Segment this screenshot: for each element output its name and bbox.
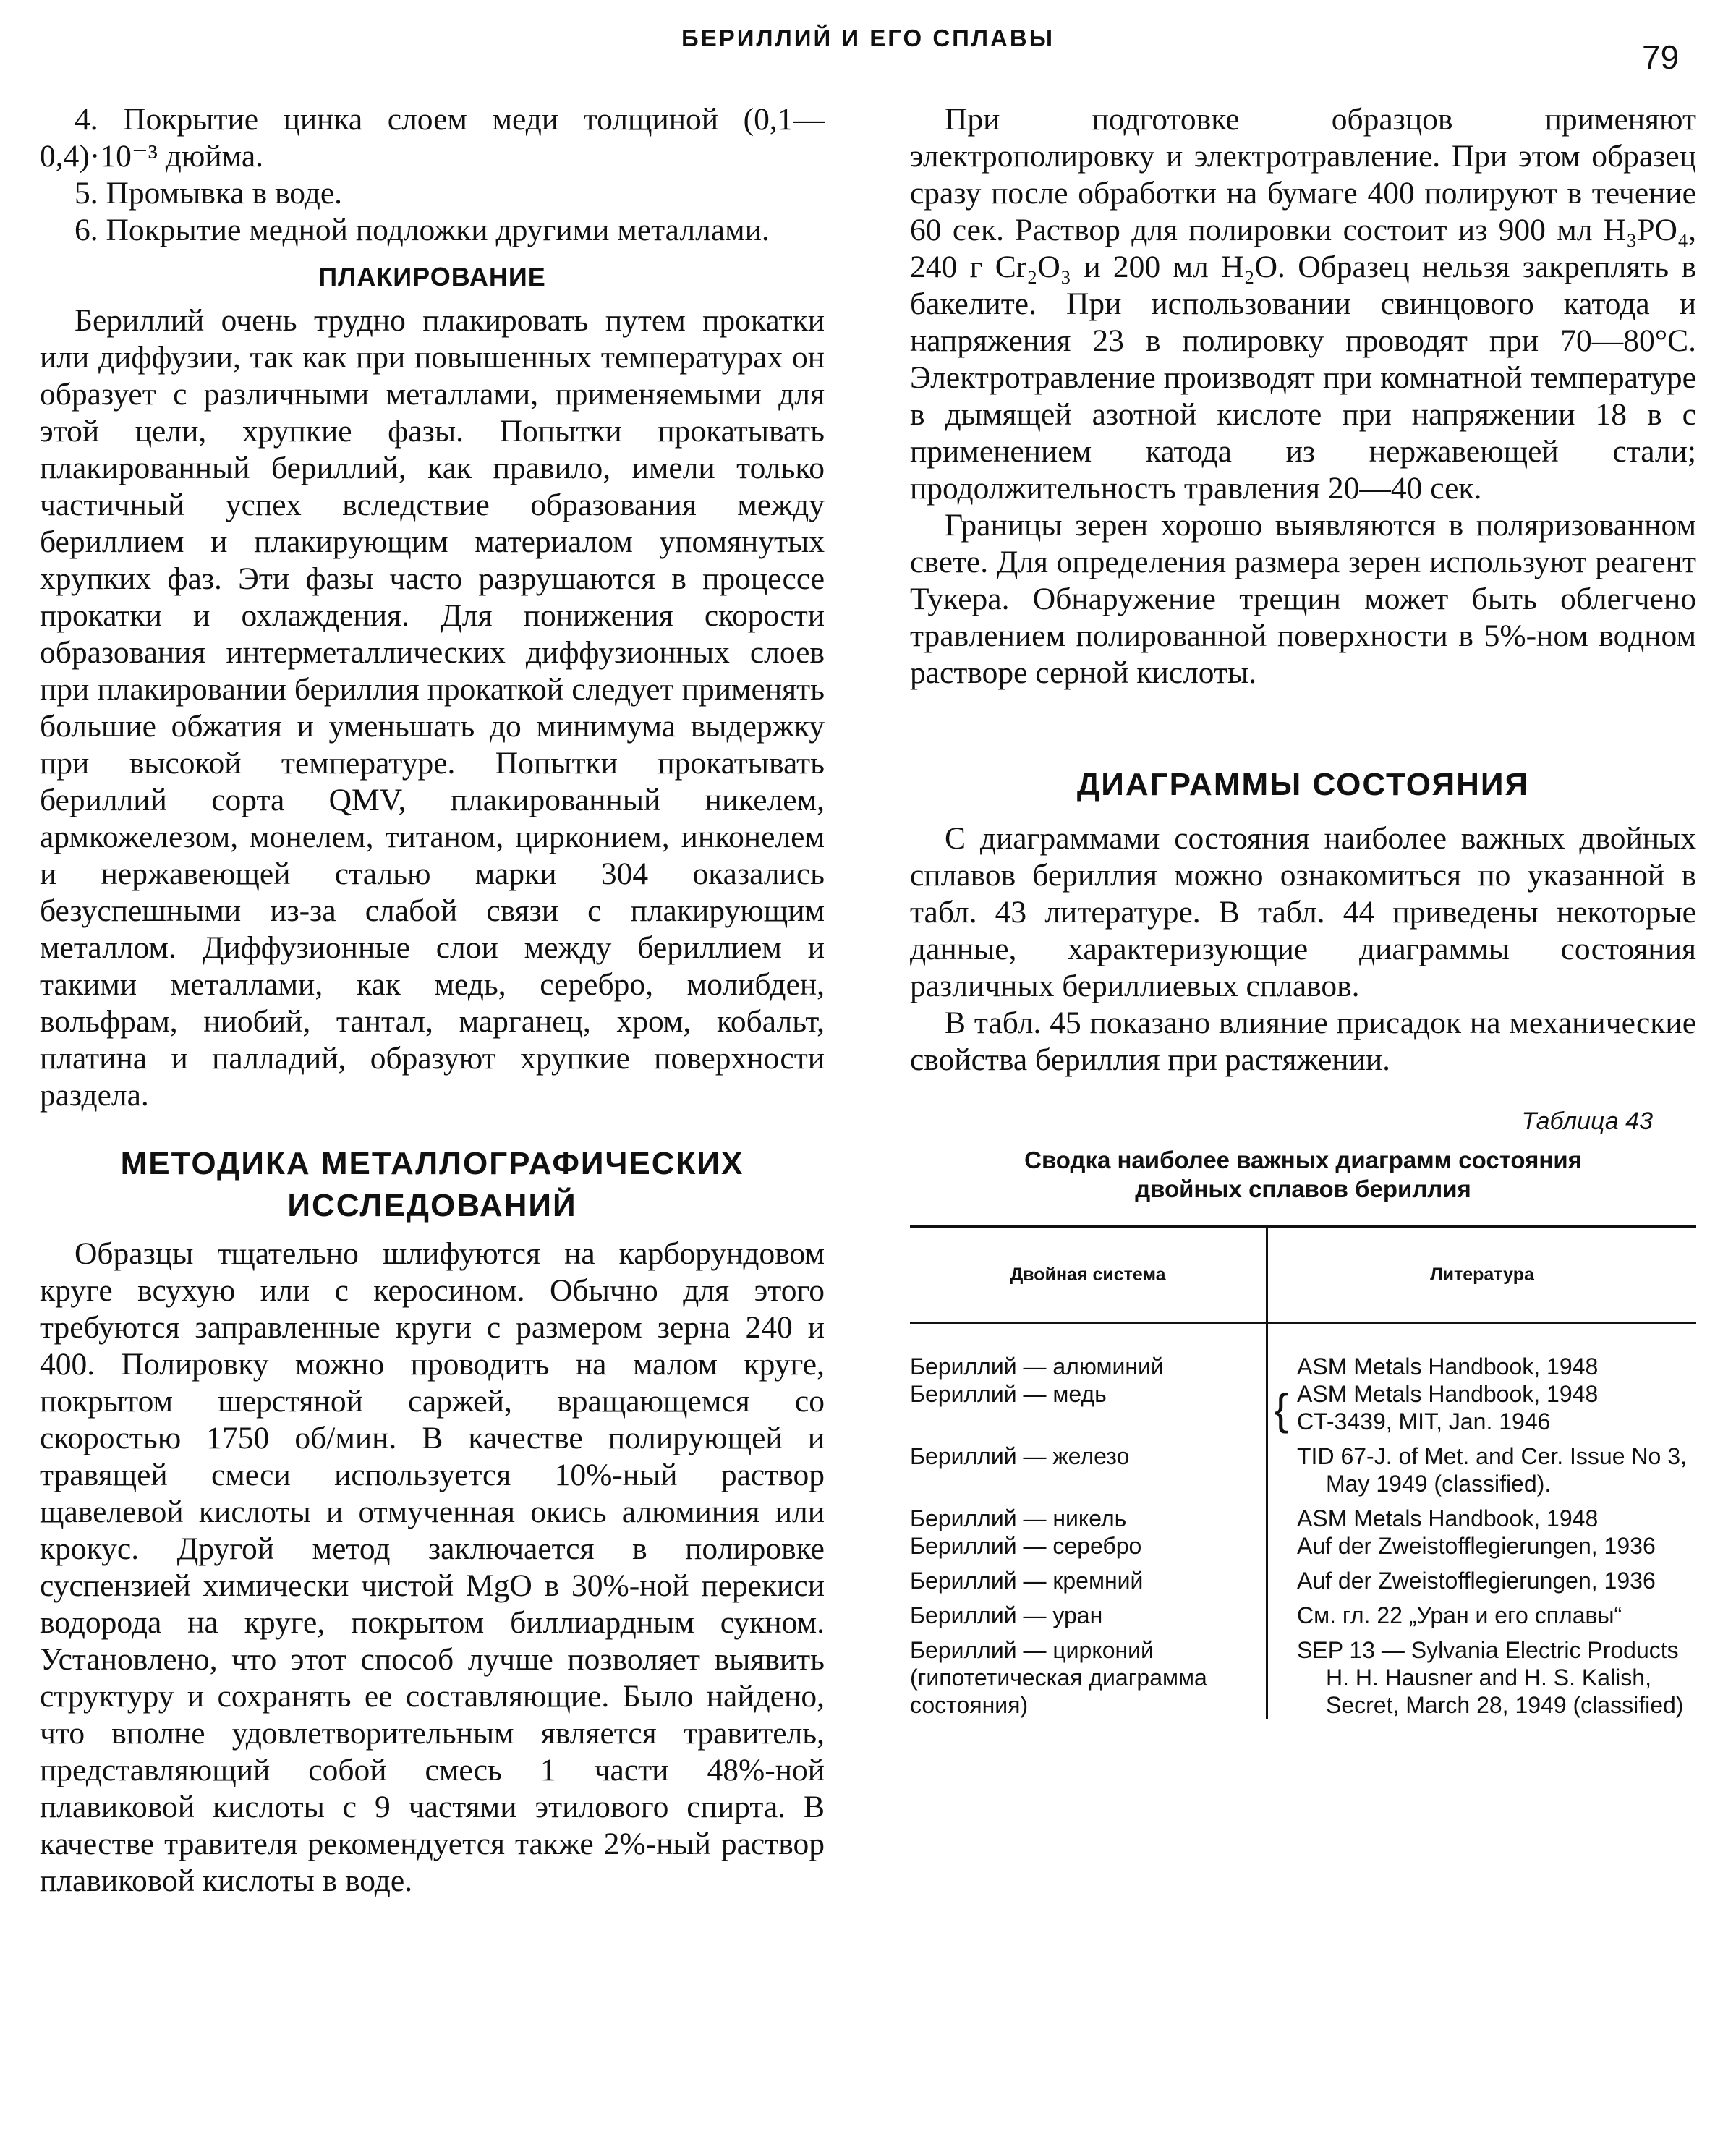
system-cell: Бериллий — кремний — [910, 1560, 1267, 1594]
system-cell: Бериллий — никель — [910, 1497, 1267, 1532]
reference-text: Auf der Zweistofflegierungen, 1936 — [1297, 1568, 1656, 1594]
system-cell: Бериллий — цирконий (гипотетическая диаграмма состояния) — [910, 1629, 1267, 1719]
reference-line: CT-3439, MIT, Jan. 1946 — [1297, 1408, 1551, 1434]
curly-brace-icon: { — [1274, 1385, 1289, 1434]
table-row — [910, 1629, 1696, 1719]
reference-cell — [1267, 1560, 1697, 1594]
electropolishing-paragraph: При подготовке образцов применяют электрополировку и электротравление. При этом образец сразу после обработки на бумаге 400 полируют в течение 60 сек. Раствор для полировки состоит из 900 мл H₃PO₄, 240 г Cr₂O₃ и 200 мл H₂O. Образец нельзя закреплять в бакелите. При использовании свинцового катода и напряжения 23 в полировку проводят при 70—80°С. Электротравление производят при комнатной температуре в дымящей азотной кислоте при напряжении 18 в с применением катода из нержавеющей стали; продолжительность травления 20—40 сек. — [910, 102, 1696, 506]
system-cell: Бериллий — медь — [910, 1380, 1267, 1435]
additions-paragraph: В табл. 45 показано влияние присадок на механические свойства бериллия при растяжении. — [910, 1006, 1696, 1077]
column-header-system: Двойная система — [910, 1227, 1267, 1323]
table-row — [910, 1560, 1696, 1594]
table-row — [910, 1532, 1696, 1560]
methods-heading-line1: МЕТОДИКА МЕТАЛЛОГРАФИЧЕСКИХ — [120, 1146, 744, 1181]
table-label: Таблица 43 — [1521, 1108, 1653, 1135]
system-cell: Бериллий — серебро — [910, 1532, 1267, 1560]
table-row — [910, 1594, 1696, 1629]
reference-cell — [1267, 1532, 1697, 1560]
table-row — [910, 1497, 1696, 1532]
table-row — [910, 1380, 1696, 1435]
reference-cell: ASM Metals Handbook, 1948 — [1297, 1353, 1599, 1380]
reference-cell — [1267, 1594, 1697, 1629]
reference-text: TID 67-J. of Met. and Cer. Issue No 3, May 1949 (classified). — [1297, 1443, 1687, 1497]
right-column — [910, 101, 1696, 1719]
reference-line: ASM Metals Handbook, 1948 — [1297, 1381, 1599, 1407]
list-item: 6. Покрытие медной подложки другими металлами. — [75, 213, 770, 247]
reference-cell — [1267, 1629, 1697, 1719]
table-row — [910, 1323, 1696, 1381]
reference-cell: ASM Metals Handbook, 1948 — [1297, 1505, 1599, 1531]
list-item: 5. Промывка в воде. — [75, 176, 343, 211]
left-column — [40, 101, 825, 1900]
diagrams-heading: ДИАГРАММЫ СОСТОЯНИЯ — [1076, 767, 1530, 802]
reference-text: SEP 13 — Sylvania Electric Products H. H. Hausner and H. S. Kalish, Secret, March 28, 1949 (classified) — [1297, 1637, 1684, 1718]
table-title-line1: Сводка наиболее важных диаграмм состояния — [1024, 1147, 1582, 1173]
column-header-literature: Литература — [1267, 1227, 1697, 1323]
table-row — [910, 1435, 1696, 1497]
reference-cell — [1267, 1380, 1697, 1435]
reference-cell — [1267, 1435, 1697, 1497]
system-cell: Бериллий — уран — [910, 1594, 1267, 1629]
plating-heading: ПЛАКИРОВАНИЕ — [318, 262, 546, 292]
methods-heading-line2: ИССЛЕДОВАНИЙ — [287, 1188, 577, 1223]
page-number: 79 — [1642, 38, 1680, 76]
system-cell: Бериллий — железо — [910, 1435, 1267, 1497]
running-head: БЕРИЛЛИЙ И ЕГО СПЛАВЫ — [681, 25, 1055, 51]
diagrams-paragraph: С диаграммами состояния наиболее важных двойных сплавов бериллия можно ознакомиться по указанной в табл. 43 литературе. В табл. 44 приведены некоторые данные, характеризующие диаграммы состояния различных бериллиевых сплавов. — [910, 821, 1696, 1003]
plating-paragraph: Бериллий очень трудно плакировать путем прокатки или диффузии, так как при повышенных температурах он образует с различными металлами, применяемыми для этой цели, хрупкие фазы. Попытки прокатывать плакированный бериллий, как правило, имели только частичный успех вследствие образования между бериллием и плакирующим материалом упомянутых хрупких фаз. Эти фазы часто разрушаются в процессе прокатки и охлаждения. Для понижения скорости образования интерметаллических диффузионных слоев при плакировании бериллия прокаткой следует применять большие обжатия и уменьшать до минимума выдержку при высокой температуре. Попытки прокатывать бериллий сорта QMV, плакированный никелем, армкожелезом, монелем, титаном, цирконием, инконелем и нержавеющей сталью марки 304 оказались безуспешными из-за слабой связи с плакирующим металлом. Диффузионные слои между бериллием и такими металлами, как медь, серебро, молибден, вольфрам, ниобий, тантал, марганец, хром, кобальт, платина и палладий, образуют хрупкие поверхности раздела. — [40, 303, 825, 1113]
reference-text: См. гл. 22 „Уран и его сплавы“ — [1297, 1602, 1622, 1628]
grain-boundaries-paragraph: Границы зерен хорошо выявляются в поляризованном свете. Для определения размера зерен используют реагент Тукера. Обнаружение трещин может быть облегчено травлением полированной поверхности в 5%-ном водном растворе серной кислоты. — [910, 508, 1696, 690]
system-cell: Бериллий — алюминий — [910, 1323, 1267, 1381]
table-header-row — [910, 1227, 1696, 1323]
phase-diagram-table — [910, 1225, 1696, 1719]
reference-text: Auf der Zweistofflegierungen, 1936 — [1297, 1533, 1656, 1559]
table-title — [910, 1146, 1696, 1204]
list-item: 4. Покрытие цинка слоем меди толщиной (0,1—0,4)·10⁻³ дюйма. — [40, 102, 825, 174]
methods-paragraph: Образцы тщательно шлифуются на карборундовом круге всухую или с керосином. Обычно для этого требуются заправленные круги с размером зерна 240 и 400. Полировку можно проводить на малом круге, покрытом шерстяной саржей, вращающемся со скоростью 1750 об/мин. В качестве полирующей и травящей смеси используется 10%-ный раствор щавелевой кислоты и отмученная окись алюминия или крокус. Другой метод заключается в полировке суспензией химически чистой MgO в 30%-ной перекиси водорода на круге, покрытом биллиардным сукном. Установлено, что этот способ лучше позволяет выявить структуру и сохранять ее составляющие. Было найдено, что вполне удовлетворительным является травитель, представляющий собой смесь 1 части 48%-ной плавиковой кислоты с 9 частями этилового спирта. В качестве травителя рекомендуется также 2%-ный раствор плавиковой кислоты в воде. — [40, 1236, 825, 1898]
table-title-line2: двойных сплавов бериллия — [1135, 1176, 1471, 1202]
